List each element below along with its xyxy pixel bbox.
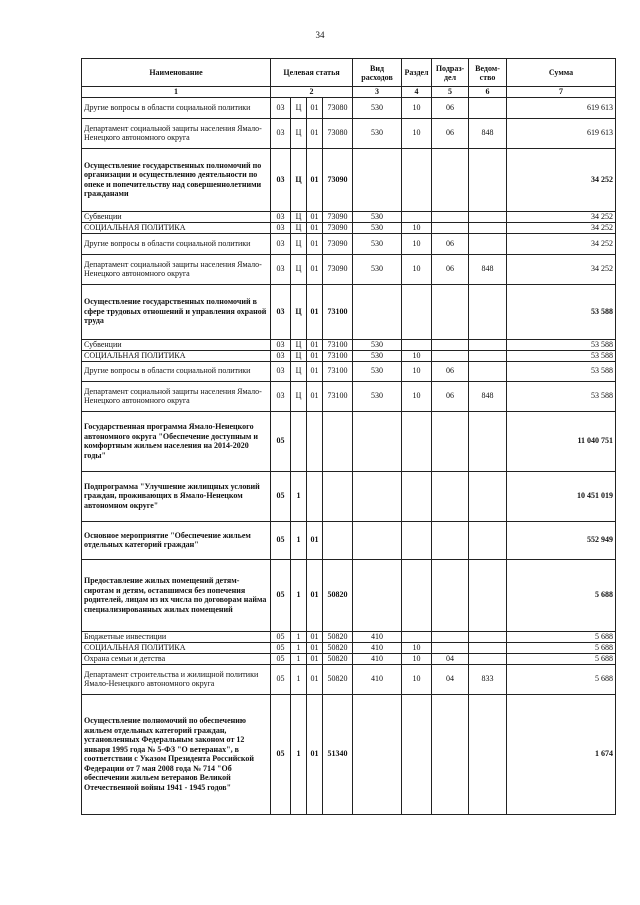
row-expense-type: 410: [353, 664, 402, 694]
row-section: 10: [402, 118, 432, 148]
row-department: [469, 148, 507, 211]
row-activity-code: 01: [307, 211, 323, 222]
row-subprogram-code: 1: [291, 664, 307, 694]
row-direction-code: 73100: [323, 284, 353, 339]
row-activity-code: 01: [307, 521, 323, 559]
row-subsection: [432, 411, 469, 471]
column-number: 1: [82, 87, 271, 98]
row-activity-code: 01: [307, 97, 323, 118]
row-expense-type: 410: [353, 653, 402, 664]
table-row: [82, 254, 616, 284]
header-expense-type: Вид расходов: [353, 59, 402, 87]
row-program-code: 05: [271, 411, 291, 471]
row-department: [469, 411, 507, 471]
row-expense-type: 530: [353, 233, 402, 254]
row-expense-type: 530: [353, 254, 402, 284]
row-name: Осуществление государственных полномочий в сфере трудовых отношений и управления охраной труда: [82, 284, 271, 339]
row-name: Государственная программа Ямало-Ненецкого автономного округа "Обеспечение доступным и комфортным жильем населения на 2014-2020 годы": [82, 411, 271, 471]
header-department: Ведом-ство: [469, 59, 507, 87]
row-direction-code: [323, 471, 353, 521]
row-subprogram-code: 1: [291, 631, 307, 642]
row-name: Департамент социальной защиты населения Ямало-Ненецкого автономного округа: [82, 254, 271, 284]
row-activity-code: 01: [307, 642, 323, 653]
row-direction-code: 73090: [323, 222, 353, 233]
row-section: [402, 694, 432, 814]
row-department: [469, 631, 507, 642]
row-program-code: 03: [271, 254, 291, 284]
row-section: [402, 411, 432, 471]
row-activity-code: 01: [307, 118, 323, 148]
row-direction-code: 51340: [323, 694, 353, 814]
row-direction-code: 73090: [323, 148, 353, 211]
row-name: Субвенции: [82, 211, 271, 222]
header-target-article: Целевая статья: [271, 59, 353, 87]
row-section: 10: [402, 381, 432, 411]
row-department: [469, 521, 507, 559]
row-program-code: 03: [271, 118, 291, 148]
row-department: 848: [469, 254, 507, 284]
row-section: 10: [402, 642, 432, 653]
row-program-code: 05: [271, 694, 291, 814]
row-expense-type: 530: [353, 118, 402, 148]
row-activity-code: 01: [307, 148, 323, 211]
row-department: [469, 361, 507, 381]
row-program-code: 03: [271, 350, 291, 361]
row-subprogram-code: 1: [291, 521, 307, 559]
row-direction-code: 73090: [323, 211, 353, 222]
row-direction-code: 50820: [323, 631, 353, 642]
row-direction-code: [323, 411, 353, 471]
table-row: [82, 471, 616, 521]
table-row: [82, 284, 616, 339]
row-name: Осуществление государственных полномочий по организации и осуществлению деятельности по опеке и попечительству над совершеннолетними гражданами: [82, 148, 271, 211]
row-department: [469, 97, 507, 118]
row-program-code: 05: [271, 653, 291, 664]
row-program-code: 05: [271, 559, 291, 631]
row-expense-type: 410: [353, 631, 402, 642]
row-name: Субвенции: [82, 339, 271, 350]
table-row: [82, 350, 616, 361]
row-activity-code: 01: [307, 350, 323, 361]
row-activity-code: 01: [307, 254, 323, 284]
row-program-code: 05: [271, 664, 291, 694]
row-name: СОЦИАЛЬНАЯ ПОЛИТИКА: [82, 222, 271, 233]
row-subprogram-code: Ц: [291, 118, 307, 148]
row-department: [469, 559, 507, 631]
row-expense-type: 410: [353, 642, 402, 653]
table-row: [82, 521, 616, 559]
row-direction-code: 73080: [323, 118, 353, 148]
row-subsection: [432, 350, 469, 361]
row-expense-type: [353, 148, 402, 211]
row-subprogram-code: [291, 411, 307, 471]
row-subprogram-code: Ц: [291, 339, 307, 350]
column-number: 3: [353, 87, 402, 98]
row-section: [402, 339, 432, 350]
row-direction-code: 73090: [323, 254, 353, 284]
row-activity-code: 01: [307, 222, 323, 233]
row-subprogram-code: Ц: [291, 97, 307, 118]
row-department: [469, 233, 507, 254]
column-number: 2: [271, 87, 353, 98]
row-subsection: [432, 339, 469, 350]
row-amount: 34 252: [507, 254, 616, 284]
row-expense-type: 530: [353, 97, 402, 118]
row-department: 848: [469, 381, 507, 411]
row-expense-type: [353, 411, 402, 471]
row-subprogram-code: 1: [291, 559, 307, 631]
row-activity-code: 01: [307, 339, 323, 350]
row-amount: 619 613: [507, 118, 616, 148]
row-subprogram-code: Ц: [291, 361, 307, 381]
row-name: Департамент социальной защиты населения Ямало-Ненецкого автономного округа: [82, 118, 271, 148]
table-row: [82, 211, 616, 222]
row-program-code: 05: [271, 521, 291, 559]
row-direction-code: 73080: [323, 97, 353, 118]
column-number: 7: [507, 87, 616, 98]
row-subsection: [432, 559, 469, 631]
row-subprogram-code: Ц: [291, 211, 307, 222]
row-subsection: 06: [432, 118, 469, 148]
row-subsection: 04: [432, 653, 469, 664]
row-section: 10: [402, 653, 432, 664]
row-program-code: 05: [271, 631, 291, 642]
row-department: [469, 642, 507, 653]
row-amount: 5 688: [507, 642, 616, 653]
row-activity-code: [307, 411, 323, 471]
row-expense-type: 530: [353, 361, 402, 381]
row-subprogram-code: Ц: [291, 284, 307, 339]
row-activity-code: 01: [307, 653, 323, 664]
row-amount: 1 674: [507, 694, 616, 814]
row-activity-code: 01: [307, 694, 323, 814]
row-amount: 34 252: [507, 233, 616, 254]
row-name: Охрана семьи и детства: [82, 653, 271, 664]
row-name: Осуществление полномочий по обеспечению жильем отдельных категорий граждан, установленных Федеральным законом от 12 января 1995 года № 5-ФЗ "О ветеранах", в соответствии с Указом Президента Российской Федерации от 7 мая 2008 года № 714 "Об обеспечении жильем ветеранов Великой Отечественной войны 1941 - 1945 годов": [82, 694, 271, 814]
row-program-code: 05: [271, 642, 291, 653]
column-number: 4: [402, 87, 432, 98]
row-subprogram-code: 1: [291, 694, 307, 814]
row-subprogram-code: Ц: [291, 148, 307, 211]
row-section: 10: [402, 664, 432, 694]
row-section: [402, 148, 432, 211]
row-subsection: [432, 642, 469, 653]
row-expense-type: 530: [353, 339, 402, 350]
page-number: 34: [315, 30, 325, 40]
row-expense-type: 530: [353, 211, 402, 222]
table-row: [82, 233, 616, 254]
row-section: 10: [402, 97, 432, 118]
row-amount: 53 588: [507, 381, 616, 411]
row-direction-code: 73100: [323, 361, 353, 381]
row-section: [402, 211, 432, 222]
header-subsection: Подраз-дел: [432, 59, 469, 87]
row-direction-code: 73090: [323, 233, 353, 254]
row-name: Другие вопросы в области социальной политики: [82, 361, 271, 381]
row-department: [469, 694, 507, 814]
row-name: Подпрограмма "Улучшение жилищных условий граждан, проживающих в Ямало-Ненецком автономном округе": [82, 471, 271, 521]
budget-table: [81, 58, 616, 815]
row-subsection: [432, 471, 469, 521]
row-expense-type: [353, 521, 402, 559]
row-name: Предоставление жилых помещений детям-сиротам и детям, оставшимся без попечения родителей, лицам из их числа по договорам найма специализированных жилых помещений: [82, 559, 271, 631]
row-subsection: 06: [432, 233, 469, 254]
table-row: [82, 653, 616, 664]
row-activity-code: 01: [307, 233, 323, 254]
row-section: 10: [402, 350, 432, 361]
column-number-row: [82, 87, 616, 98]
row-direction-code: 50820: [323, 653, 353, 664]
row-subsection: [432, 694, 469, 814]
row-subsection: 06: [432, 254, 469, 284]
table-row: [82, 361, 616, 381]
column-number: 6: [469, 87, 507, 98]
row-direction-code: 73100: [323, 381, 353, 411]
table-row: [82, 381, 616, 411]
row-amount: 10 451 019: [507, 471, 616, 521]
row-subprogram-code: 1: [291, 642, 307, 653]
row-amount: 5 688: [507, 653, 616, 664]
table-row: [82, 148, 616, 211]
row-subsection: [432, 148, 469, 211]
row-program-code: 03: [271, 361, 291, 381]
row-name: Департамент социальной защиты населения Ямало-Ненецкого автономного округа: [82, 381, 271, 411]
row-amount: 53 588: [507, 339, 616, 350]
row-activity-code: 01: [307, 631, 323, 642]
row-subsection: 06: [432, 381, 469, 411]
column-number: 5: [432, 87, 469, 98]
row-amount: 5 688: [507, 559, 616, 631]
row-subsection: 06: [432, 97, 469, 118]
row-amount: 53 588: [507, 284, 616, 339]
row-activity-code: 01: [307, 361, 323, 381]
row-direction-code: 50820: [323, 642, 353, 653]
row-program-code: 03: [271, 211, 291, 222]
row-amount: 53 588: [507, 361, 616, 381]
row-direction-code: [323, 521, 353, 559]
row-subprogram-code: Ц: [291, 233, 307, 254]
row-program-code: 03: [271, 233, 291, 254]
row-program-code: 03: [271, 284, 291, 339]
row-department: [469, 211, 507, 222]
row-section: [402, 471, 432, 521]
row-department: [469, 339, 507, 350]
row-program-code: 03: [271, 222, 291, 233]
row-program-code: 03: [271, 381, 291, 411]
row-department: [469, 653, 507, 664]
row-activity-code: 01: [307, 381, 323, 411]
row-subsection: 06: [432, 361, 469, 381]
row-direction-code: 73100: [323, 350, 353, 361]
row-section: [402, 631, 432, 642]
row-section: [402, 284, 432, 339]
row-name: Основное мероприятие "Обеспечение жильем отдельных категорий граждан": [82, 521, 271, 559]
row-program-code: 03: [271, 97, 291, 118]
table-row: [82, 222, 616, 233]
row-name: СОЦИАЛЬНАЯ ПОЛИТИКА: [82, 642, 271, 653]
row-activity-code: 01: [307, 559, 323, 631]
row-department: [469, 222, 507, 233]
row-department: [469, 471, 507, 521]
row-expense-type: 530: [353, 222, 402, 233]
row-amount: 53 588: [507, 350, 616, 361]
row-amount: 34 252: [507, 148, 616, 211]
table-row: [82, 642, 616, 653]
row-name: Департамент строительства и жилищной политики Ямало-Ненецкого автономного округа: [82, 664, 271, 694]
row-activity-code: [307, 471, 323, 521]
table-row: [82, 118, 616, 148]
row-direction-code: 50820: [323, 559, 353, 631]
row-subsection: [432, 284, 469, 339]
row-section: 10: [402, 233, 432, 254]
row-expense-type: 530: [353, 350, 402, 361]
row-amount: 34 252: [507, 222, 616, 233]
table-row: [82, 339, 616, 350]
row-amount: 5 688: [507, 631, 616, 642]
row-direction-code: 73100: [323, 339, 353, 350]
row-program-code: 05: [271, 471, 291, 521]
row-direction-code: 50820: [323, 664, 353, 694]
header-name: Наименование: [82, 59, 271, 87]
row-subsection: [432, 631, 469, 642]
row-name: Другие вопросы в области социальной политики: [82, 97, 271, 118]
table-row: [82, 694, 616, 814]
row-subprogram-code: Ц: [291, 222, 307, 233]
row-expense-type: [353, 471, 402, 521]
row-section: [402, 521, 432, 559]
row-amount: 34 252: [507, 211, 616, 222]
row-expense-type: [353, 559, 402, 631]
row-section: 10: [402, 361, 432, 381]
row-subsection: [432, 211, 469, 222]
table-row: [82, 631, 616, 642]
row-subprogram-code: 1: [291, 471, 307, 521]
row-subsection: [432, 222, 469, 233]
table-row: [82, 559, 616, 631]
row-subprogram-code: 1: [291, 653, 307, 664]
row-activity-code: 01: [307, 284, 323, 339]
row-department: 848: [469, 118, 507, 148]
row-amount: 552 949: [507, 521, 616, 559]
row-amount: 11 040 751: [507, 411, 616, 471]
row-section: 10: [402, 222, 432, 233]
row-name: Бюджетные инвестиции: [82, 631, 271, 642]
header-row: [82, 59, 616, 87]
row-department: 833: [469, 664, 507, 694]
row-department: [469, 284, 507, 339]
row-subprogram-code: Ц: [291, 381, 307, 411]
row-name: Другие вопросы в области социальной политики: [82, 233, 271, 254]
row-activity-code: 01: [307, 664, 323, 694]
row-subsection: [432, 521, 469, 559]
row-expense-type: 530: [353, 381, 402, 411]
row-amount: 619 613: [507, 97, 616, 118]
row-amount: 5 688: [507, 664, 616, 694]
row-expense-type: [353, 284, 402, 339]
table-row: [82, 97, 616, 118]
row-expense-type: [353, 694, 402, 814]
row-name: СОЦИАЛЬНАЯ ПОЛИТИКА: [82, 350, 271, 361]
row-section: [402, 559, 432, 631]
header-amount: Сумма: [507, 59, 616, 87]
row-subprogram-code: Ц: [291, 350, 307, 361]
table-row: [82, 411, 616, 471]
header-section: Раздел: [402, 59, 432, 87]
row-section: 10: [402, 254, 432, 284]
row-department: [469, 350, 507, 361]
row-program-code: 03: [271, 148, 291, 211]
row-program-code: 03: [271, 339, 291, 350]
row-subsection: 04: [432, 664, 469, 694]
table-row: [82, 664, 616, 694]
row-subprogram-code: Ц: [291, 254, 307, 284]
